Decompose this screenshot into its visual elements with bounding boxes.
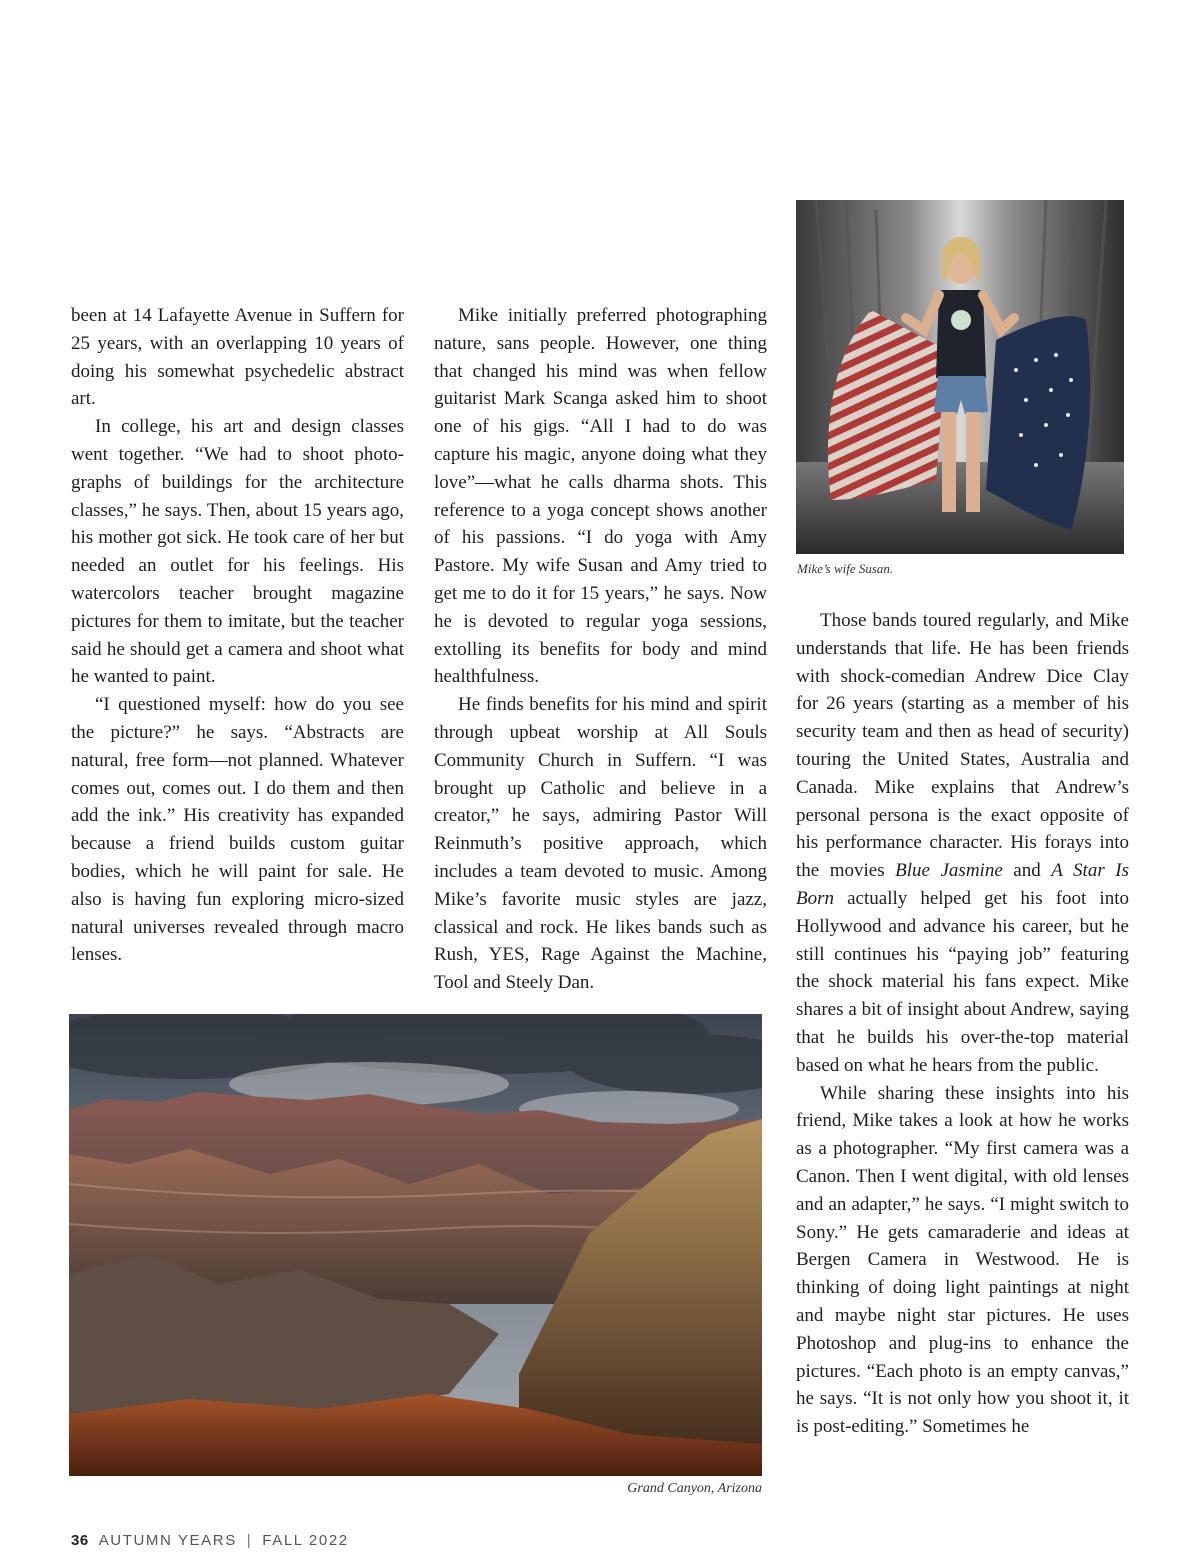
paragraph: “I questioned myself: how do you see the picture?” he says. “Abstracts are natural, free form—not planned. Whatever comes out, comes out. I do them and then add the ink.” His creativity has expanded because a friend builds custom guitar bodies, which he will paint for sale. He also is having fun exploring micro-sized natural universes revealed through macro lenses. [71, 694, 404, 966]
paragraph: been at 14 Lafayette Avenue in Suffern for 25 years, with an overlapping 10 years of doing his somewhat psychedelic abstract art. [71, 305, 404, 410]
paragraph: He finds benefits for his mind and spirit through upbeat worship at All Souls Community Church in Suffern. “I was brought up Catholic and believe in a creator,” he says, admiring Pastor Will Reinmuth’s positive approach, which includes a team devoted to music. Among Mike’s favorite music styles are jazz, classical and rock. He likes bands such as Rush, YES, Rage Against the Machine, Tool and Steely Dan. [434, 694, 767, 994]
page-footer [71, 1532, 349, 1549]
paragraph-text: and [1002, 860, 1052, 882]
paragraph-text: Those bands toured regularly, and Mike understands that life. He has been friends with shock-comedian Andrew Dice Clay for 26 years (starting as a member of his security team and then as head of security) touring the United States, Australia and Canada. Mike explains that Andrew’s personal persona is the exact opposite of his performance character. His forays into the movies [796, 610, 1129, 882]
footer-separator: | [246, 1532, 253, 1549]
paragraph [796, 607, 1129, 1080]
photo-susan-illustration [796, 200, 1124, 554]
article-column-1 [71, 302, 404, 969]
photo-grand-canyon-illustration [69, 1014, 762, 1476]
page-number: 36 [71, 1532, 89, 1549]
issue-label: FALL 2022 [262, 1532, 349, 1549]
movie-title: Blue Jasmine [895, 860, 1003, 882]
article-column-3 [796, 607, 1129, 1441]
paragraph: In college, his art and design classes went together. “We had to shoot photographs of buildings for the architecture classes,” he says. Then, about 15 years ago, his mother got sick. He took care of her but needed an outlet for his feelings. His watercolors teacher brought magazine pictures for them to imitate, but the teacher said he should get a camera and shoot what he wanted to paint. [71, 416, 404, 688]
paragraph: While sharing these insights into his friend, Mike takes a look at how he works as a photographer. “My first camera was a Canon. Then I went digital, with old lenses and an adapter,” he says. “I might switch to Sony.” He gets camaraderie and ideas at Bergen Camera in Westwood. He is thinking of doing light paintings at night and maybe night star pictures. He uses Photoshop and plug-ins to enhance the pictures. “Each photo is an empty canvas,” he says. “It is not only how you shoot it, it is post-editing.” Sometimes he [796, 1082, 1129, 1438]
photo-caption-susan: Mike’s wife Susan. [797, 561, 894, 576]
movie-title: A Star Is Born [796, 860, 1129, 909]
photo-caption-canyon: Grand Canyon, Arizona [627, 1481, 762, 1496]
publication-name: AUTUMN YEARS [98, 1532, 237, 1549]
paragraph: Mike initially preferred photographing nature, sans people. However, one thing that changed his mind was when fellow guitarist Mark Scanga asked him to shoot one of his gigs. “All I had to do was capture his magic, anyone doing what they love”—what he calls dharma shots. This reference to a yoga concept shows another of his passions. “I do yoga with Amy Pastore. My wife Susan and Amy tried to get me to do it for 15 years,” he says. Now he is devoted to regular yoga sessions, extolling its benefits for body and mind healthfulness. [434, 305, 767, 688]
paragraph-text: actually helped get his foot into Hollywood and advance his career, but he still continues his “paying job” featuring the shock material his fans expect. Mike shares a bit of insight about Andrew, saying that he builds his over-the-top material based on what he hears from the public. [796, 887, 1129, 1076]
photo-grand-canyon [69, 1014, 762, 1476]
article-column-2 [434, 302, 767, 997]
photo-susan-with-flag [796, 200, 1124, 554]
